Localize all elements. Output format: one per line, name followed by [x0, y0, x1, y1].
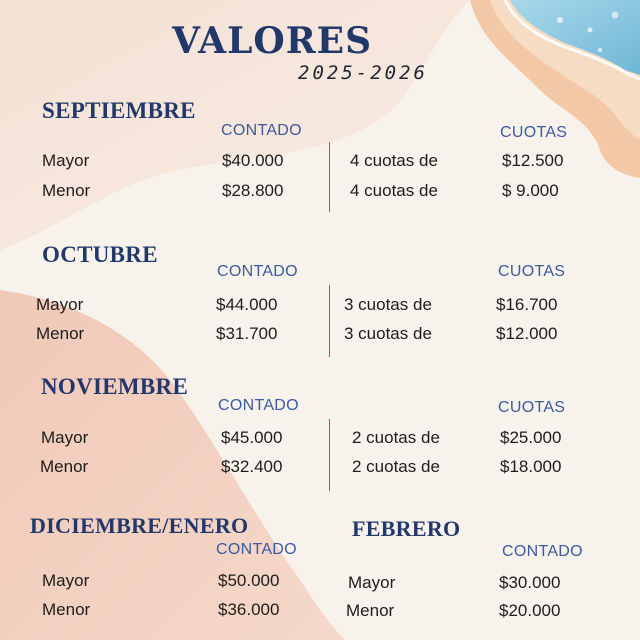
cuotas-text: 3 cuotas de — [344, 324, 432, 343]
contado-header: CONTADO — [217, 263, 298, 280]
cuotas-header: CUOTAS — [498, 399, 566, 416]
contado-header: CONTADO — [502, 543, 583, 560]
contado-value: $20.000 — [499, 601, 561, 620]
contado-header: CONTADO — [218, 397, 299, 414]
cuota-value: $12.500 — [502, 151, 564, 170]
cuota-value: $ 9.000 — [502, 181, 559, 200]
contado-value: $50.000 — [218, 571, 280, 590]
page-subtitle: 2025-2026 — [298, 62, 428, 84]
month-heading: NOVIEMBRE — [41, 374, 189, 399]
month-heading: OCTUBRE — [42, 242, 158, 267]
row-label: Menor — [346, 601, 395, 620]
contado-value: $40.000 — [222, 151, 284, 170]
cuota-value: $12.000 — [496, 324, 558, 343]
row-label: Menor — [42, 181, 91, 200]
column-divider — [329, 285, 330, 357]
row-label: Mayor — [348, 573, 396, 592]
cuota-value: $25.000 — [500, 428, 562, 447]
cuotas-header: CUOTAS — [498, 263, 566, 280]
cuotas-header: CUOTAS — [500, 124, 568, 141]
cuotas-text: 4 cuotas de — [350, 151, 438, 170]
cuotas-text: 2 cuotas de — [352, 428, 440, 447]
row-label: Mayor — [42, 151, 90, 170]
contado-value: $31.700 — [216, 324, 278, 343]
column-divider — [329, 142, 330, 212]
month-heading: DICIEMBRE/ENERO — [30, 513, 249, 538]
cuotas-text: 2 cuotas de — [352, 457, 440, 476]
column-divider — [329, 419, 330, 491]
row-label: Mayor — [41, 428, 89, 447]
row-label: Menor — [36, 324, 85, 343]
contado-value: $44.000 — [216, 295, 278, 314]
month-heading: SEPTIEMBRE — [42, 98, 196, 123]
contado-value: $32.400 — [221, 457, 283, 476]
row-label: Mayor — [36, 295, 84, 314]
contado-value: $30.000 — [499, 573, 561, 592]
contado-header: CONTADO — [221, 122, 302, 139]
contado-value: $36.000 — [218, 600, 280, 619]
contado-header: CONTADO — [216, 541, 297, 558]
contado-value: $45.000 — [221, 428, 283, 447]
row-label: Menor — [42, 600, 91, 619]
cuotas-text: 3 cuotas de — [344, 295, 432, 314]
contado-value: $28.800 — [222, 181, 284, 200]
cuota-value: $16.700 — [496, 295, 558, 314]
page-title: VALORES — [172, 20, 373, 62]
row-label: Mayor — [42, 571, 90, 590]
month-heading: FEBRERO — [352, 516, 461, 541]
row-label: Menor — [40, 457, 89, 476]
cuota-value: $18.000 — [500, 457, 562, 476]
cuotas-text: 4 cuotas de — [350, 181, 438, 200]
